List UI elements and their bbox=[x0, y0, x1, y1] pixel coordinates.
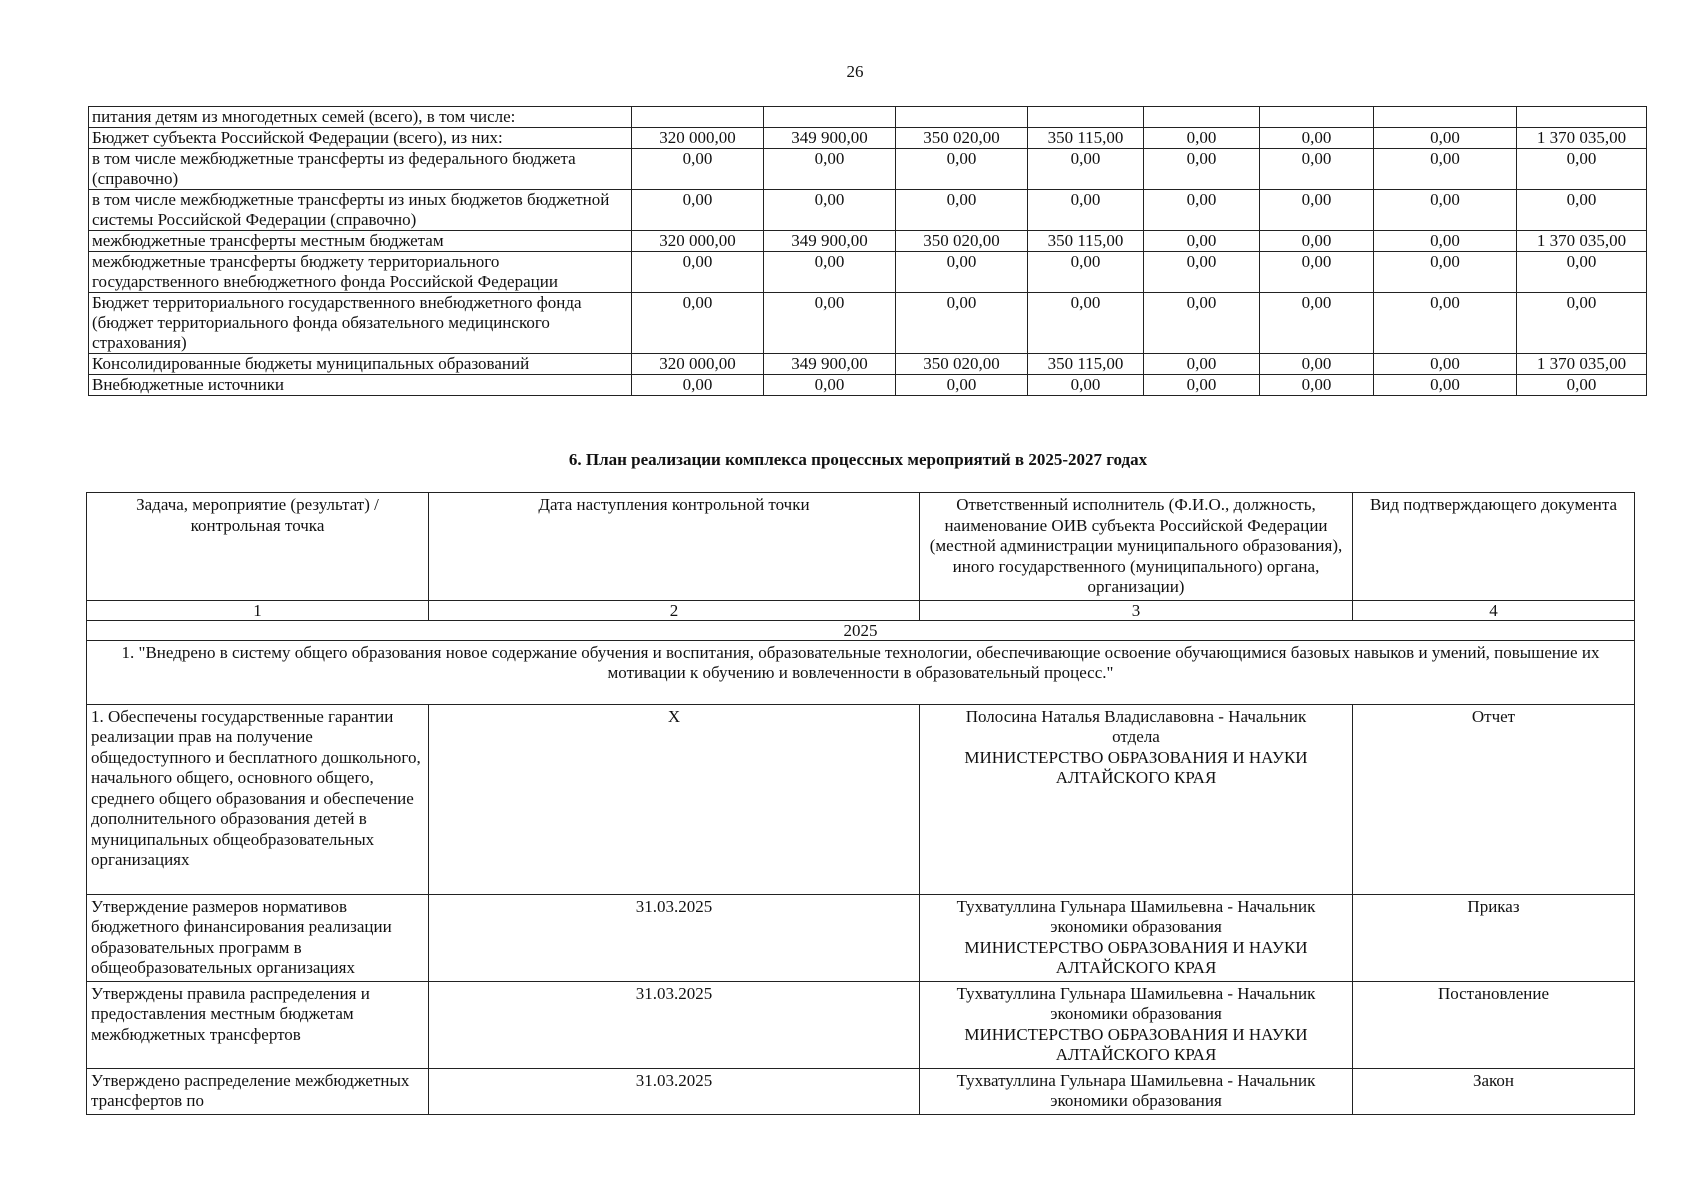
header-task: Задача, мероприятие (результат) / контрольная точка bbox=[87, 493, 429, 601]
funding-value: 0,00 bbox=[1144, 252, 1260, 293]
plan-task: Утверждено распределение межбюджетных трансфертов по bbox=[87, 1068, 429, 1114]
funding-value: 0,00 bbox=[1028, 375, 1144, 396]
funding-value: 0,00 bbox=[764, 375, 896, 396]
funding-value: 0,00 bbox=[1028, 190, 1144, 231]
funding-value: 0,00 bbox=[632, 375, 764, 396]
funding-value: 0,00 bbox=[1374, 128, 1517, 149]
plan-org: МИНИСТЕРСТВО ОБРАЗОВАНИЯ И НАУКИ АЛТАЙСКОГО КРАЯ bbox=[964, 747, 1308, 787]
funding-value: 0,00 bbox=[1517, 293, 1647, 354]
funding-value: 320 000,00 bbox=[632, 231, 764, 252]
header-document: Вид подтверждающего документа bbox=[1353, 493, 1635, 601]
funding-value: 0,00 bbox=[896, 293, 1028, 354]
funding-value: 0,00 bbox=[1517, 190, 1647, 231]
plan-date: 31.03.2025 bbox=[429, 981, 920, 1068]
funding-row-label: Консолидированные бюджеты муниципальных образований bbox=[89, 354, 632, 375]
funding-value bbox=[1028, 107, 1144, 128]
funding-value: 350 020,00 bbox=[896, 128, 1028, 149]
plan-row bbox=[87, 894, 1635, 981]
funding-row bbox=[89, 375, 1647, 396]
funding-value: 1 370 035,00 bbox=[1517, 354, 1647, 375]
funding-value: 0,00 bbox=[1374, 252, 1517, 293]
funding-row bbox=[89, 293, 1647, 354]
funding-value bbox=[1260, 107, 1374, 128]
funding-value: 349 900,00 bbox=[764, 231, 896, 252]
funding-value: 0,00 bbox=[1517, 375, 1647, 396]
task-description: 1. "Внедрено в систему общего образования новое содержание обучения и воспитания, образовательные технологии, обеспечивающие освоение обучающимися базовых навыков и умений, повышение их мотивации к обучению и вовлеченности в образовательный процесс." bbox=[87, 640, 1635, 704]
funding-value: 0,00 bbox=[1374, 293, 1517, 354]
column-number-row bbox=[87, 600, 1635, 620]
funding-value: 0,00 bbox=[1374, 354, 1517, 375]
funding-value: 0,00 bbox=[1028, 149, 1144, 190]
funding-value: 1 370 035,00 bbox=[1517, 128, 1647, 149]
funding-value: 320 000,00 bbox=[632, 354, 764, 375]
funding-value: 0,00 bbox=[896, 252, 1028, 293]
funding-value: 0,00 bbox=[1517, 252, 1647, 293]
funding-value: 0,00 bbox=[764, 293, 896, 354]
funding-row bbox=[89, 107, 1647, 128]
plan-date: 31.03.2025 bbox=[429, 894, 920, 981]
funding-row bbox=[89, 149, 1647, 190]
funding-value: 0,00 bbox=[764, 149, 896, 190]
funding-value bbox=[1144, 107, 1260, 128]
plan-row bbox=[87, 1068, 1635, 1114]
funding-row-label: Бюджет территориального государственного внебюджетного фонда (бюджет территориального фонда обязательного медицинского страхования) bbox=[89, 293, 632, 354]
funding-value: 0,00 bbox=[1260, 149, 1374, 190]
plan-row bbox=[87, 704, 1635, 894]
column-number: 2 bbox=[429, 600, 920, 620]
funding-value: 350 020,00 bbox=[896, 354, 1028, 375]
funding-value: 0,00 bbox=[1517, 149, 1647, 190]
year-row bbox=[87, 620, 1635, 640]
funding-value: 0,00 bbox=[1144, 149, 1260, 190]
funding-value: 0,00 bbox=[632, 190, 764, 231]
funding-value: 0,00 bbox=[1028, 293, 1144, 354]
header-responsible: Ответственный исполнитель (Ф.И.О., должность, наименование ОИВ субъекта Российской Федерации (местной администрации муниципального образования), иного государственного (муниципального) органа, организации) bbox=[920, 493, 1353, 601]
funding-row bbox=[89, 190, 1647, 231]
funding-row-label: Внебюджетные источники bbox=[89, 375, 632, 396]
plan-responsible: Полосина Наталья Владиславовна - Начальник отдела bbox=[965, 706, 1307, 746]
funding-value: 0,00 bbox=[1260, 231, 1374, 252]
funding-value: 0,00 bbox=[896, 375, 1028, 396]
funding-value: 0,00 bbox=[1028, 252, 1144, 293]
funding-value: 350 115,00 bbox=[1028, 354, 1144, 375]
plan-date: 31.03.2025 bbox=[429, 1068, 920, 1114]
funding-row-label: межбюджетные трансферты местным бюджетам bbox=[89, 231, 632, 252]
funding-value: 0,00 bbox=[1374, 149, 1517, 190]
plan-responsible-cell bbox=[920, 894, 1353, 981]
plan-responsible-cell bbox=[920, 981, 1353, 1068]
plan-responsible: Тухватуллина Гульнара Шамильевна - Начальник экономики образования bbox=[956, 983, 1316, 1023]
funding-value: 0,00 bbox=[1260, 128, 1374, 149]
year-label: 2025 bbox=[87, 620, 1635, 640]
column-number: 3 bbox=[920, 600, 1353, 620]
funding-value: 0,00 bbox=[632, 293, 764, 354]
plan-task: 1. Обеспечены государственные гарантии реализации прав на получение общедоступного и бесплатного дошкольного, начального общего, основного общего, среднего общего образования и обеспечение дополнительного образования детей в муниципальных общеобразовательных организациях bbox=[87, 704, 429, 894]
plan-org: МИНИСТЕРСТВО ОБРАЗОВАНИЯ И НАУКИ АЛТАЙСКОГО КРАЯ bbox=[964, 937, 1308, 977]
task-row bbox=[87, 640, 1635, 704]
plan-task: Утверждение размеров нормативов бюджетного финансирования реализации образовательных программ в общеобразовательных организациях bbox=[87, 894, 429, 981]
plan-row bbox=[87, 981, 1635, 1068]
plan-document: Постановление bbox=[1353, 981, 1635, 1068]
funding-value: 0,00 bbox=[1374, 375, 1517, 396]
funding-value: 349 900,00 bbox=[764, 354, 896, 375]
funding-value: 0,00 bbox=[1374, 231, 1517, 252]
funding-value: 349 900,00 bbox=[764, 128, 896, 149]
funding-value: 0,00 bbox=[764, 252, 896, 293]
funding-value bbox=[764, 107, 896, 128]
funding-row-label: в том числе межбюджетные трансферты из федерального бюджета (справочно) bbox=[89, 149, 632, 190]
plan-responsible: Тухватуллина Гульнара Шамильевна - Начальник экономики образования bbox=[956, 896, 1316, 936]
funding-value bbox=[1374, 107, 1517, 128]
funding-value: 350 115,00 bbox=[1028, 128, 1144, 149]
funding-value: 0,00 bbox=[1144, 293, 1260, 354]
funding-value: 0,00 bbox=[1144, 231, 1260, 252]
funding-value: 350 020,00 bbox=[896, 231, 1028, 252]
funding-row-label: межбюджетные трансферты бюджету территориального государственного внебюджетного фонда Российской Федерации bbox=[89, 252, 632, 293]
funding-row bbox=[89, 231, 1647, 252]
plan-org: МИНИСТЕРСТВО ОБРАЗОВАНИЯ И НАУКИ АЛТАЙСКОГО КРАЯ bbox=[964, 1024, 1308, 1064]
funding-row-label: в том числе межбюджетные трансферты из иных бюджетов бюджетной системы Российской Федерации (справочно) bbox=[89, 190, 632, 231]
column-number: 1 bbox=[87, 600, 429, 620]
funding-value: 350 115,00 bbox=[1028, 231, 1144, 252]
funding-table bbox=[88, 106, 1647, 396]
funding-value: 0,00 bbox=[1260, 252, 1374, 293]
plan-header-row bbox=[87, 493, 1635, 601]
funding-value bbox=[1517, 107, 1647, 128]
funding-value: 0,00 bbox=[1144, 375, 1260, 396]
page-number: 26 bbox=[846, 62, 864, 81]
plan-document: Отчет bbox=[1353, 704, 1635, 894]
funding-row bbox=[89, 354, 1647, 375]
section-title: 6. План реализации комплекса процессных мероприятий в 2025-2027 годах bbox=[568, 450, 1148, 469]
funding-value: 0,00 bbox=[1260, 354, 1374, 375]
funding-value: 0,00 bbox=[632, 149, 764, 190]
funding-value: 0,00 bbox=[764, 190, 896, 231]
funding-value: 0,00 bbox=[1144, 128, 1260, 149]
funding-value: 0,00 bbox=[1144, 354, 1260, 375]
funding-value bbox=[632, 107, 764, 128]
funding-row bbox=[89, 252, 1647, 293]
plan-task: Утверждены правила распределения и предоставления местным бюджетам межбюджетных трансфертов bbox=[87, 981, 429, 1068]
funding-value: 0,00 bbox=[896, 190, 1028, 231]
plan-responsible-cell bbox=[920, 1068, 1353, 1114]
funding-value: 1 370 035,00 bbox=[1517, 231, 1647, 252]
funding-value: 320 000,00 bbox=[632, 128, 764, 149]
column-number: 4 bbox=[1353, 600, 1635, 620]
plan-responsible: Тухватуллина Гульнара Шамильевна - Начальник экономики образования bbox=[956, 1070, 1316, 1110]
header-date: Дата наступления контрольной точки bbox=[429, 493, 920, 601]
funding-value: 0,00 bbox=[1260, 190, 1374, 231]
funding-value: 0,00 bbox=[632, 252, 764, 293]
funding-value: 0,00 bbox=[1374, 190, 1517, 231]
funding-value: 0,00 bbox=[1260, 375, 1374, 396]
plan-document: Приказ bbox=[1353, 894, 1635, 981]
funding-row-label: Бюджет субъекта Российской Федерации (всего), из них: bbox=[89, 128, 632, 149]
funding-value: 0,00 bbox=[896, 149, 1028, 190]
plan-date: Х bbox=[429, 704, 920, 894]
plan-document: Закон bbox=[1353, 1068, 1635, 1114]
funding-value: 0,00 bbox=[1144, 190, 1260, 231]
funding-row-label: питания детям из многодетных семей (всего), в том числе: bbox=[89, 107, 632, 128]
plan-responsible-cell bbox=[920, 704, 1353, 894]
funding-row bbox=[89, 128, 1647, 149]
funding-value: 0,00 bbox=[1260, 293, 1374, 354]
plan-table bbox=[86, 492, 1635, 1115]
funding-value bbox=[896, 107, 1028, 128]
